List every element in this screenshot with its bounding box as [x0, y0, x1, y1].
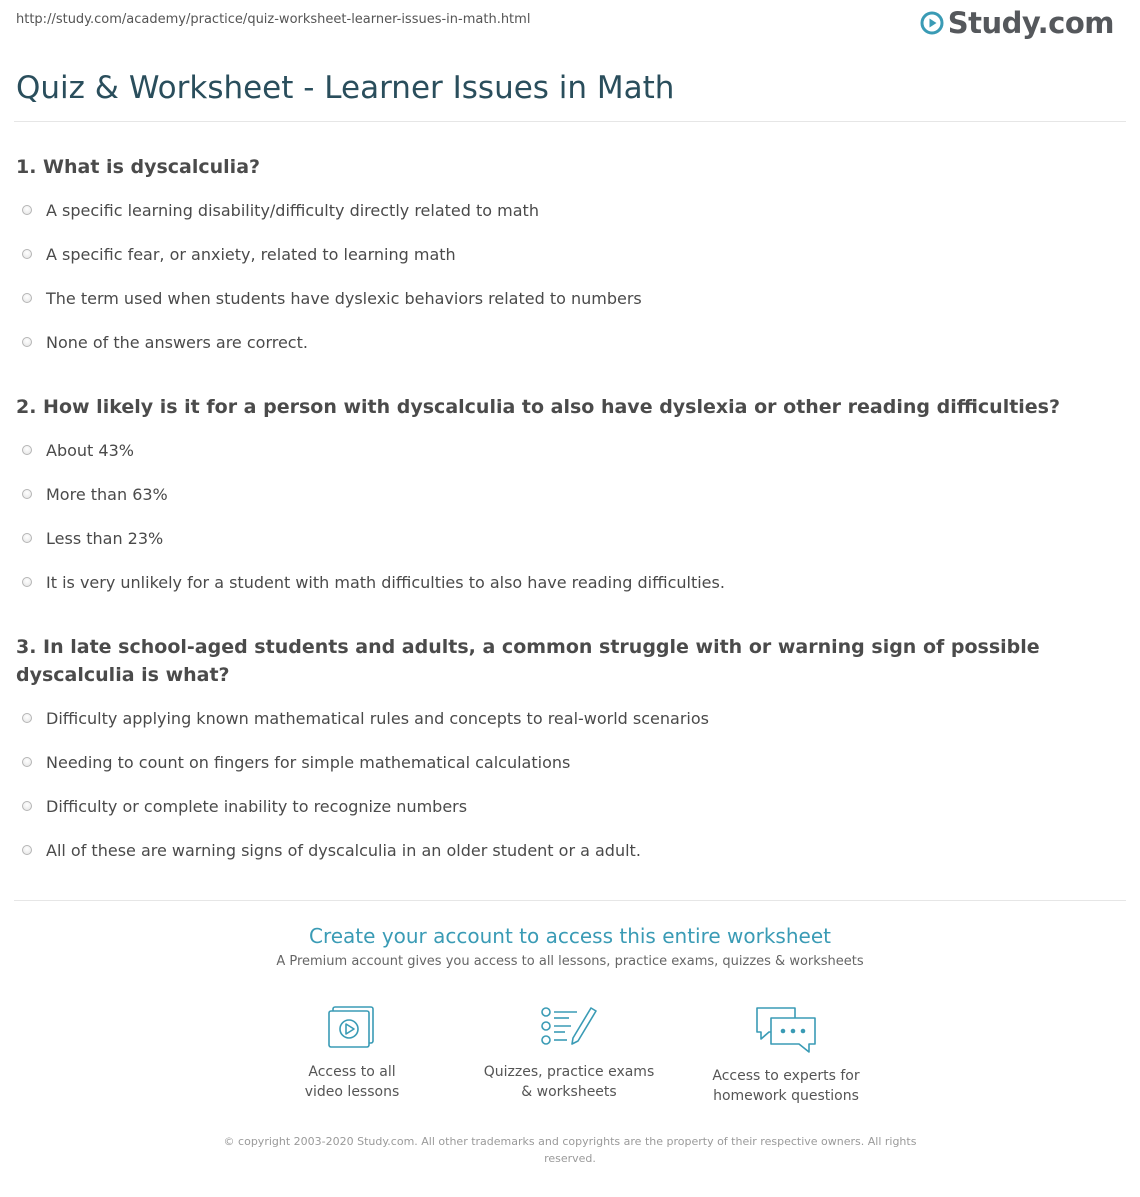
feature-experts: [686, 1004, 886, 1106]
logo-text: Study.com: [947, 6, 1114, 40]
radio-button[interactable]: [22, 249, 32, 259]
answer-text: The term used when students have dyslexic behaviors related to numbers: [46, 288, 642, 308]
answer-option[interactable]: [22, 795, 467, 817]
cta-title[interactable]: Create your account to access this entire worksheet: [309, 924, 831, 948]
radio-button[interactable]: [22, 533, 32, 543]
answer-text: It is very unlikely for a student with math difficulties to also have reading difficulties.: [46, 572, 725, 592]
radio-button[interactable]: [22, 577, 32, 587]
copyright-line: reserved.: [544, 1152, 596, 1165]
answer-text: None of the answers are correct.: [46, 332, 308, 352]
answer-text: Less than 23%: [46, 528, 164, 548]
video-lessons-icon: [325, 1004, 379, 1050]
answer-text: Difficulty applying known mathematical rules and concepts to real-world scenarios: [46, 708, 709, 728]
copyright-line: © copyright 2003-2020 Study.com. All other trademarks and copyrights are the property of their respective owners. All rights: [223, 1135, 917, 1148]
divider: [14, 900, 1126, 901]
copyright-notice: [210, 1133, 930, 1167]
feature-label-line: homework questions: [713, 1088, 859, 1104]
answer-option[interactable]: [22, 199, 539, 221]
quiz-checklist-icon: [539, 1004, 599, 1050]
feature-quizzes: [469, 1004, 669, 1102]
radio-button[interactable]: [22, 445, 32, 455]
question-3: 3. In late school-aged students and adults, a common struggle with or warning sign of possible dyscalculia is what?: [16, 636, 1040, 686]
answer-text: Difficulty or complete inability to recognize numbers: [46, 796, 468, 816]
answer-option[interactable]: [22, 707, 709, 729]
feature-video-lessons: [252, 1004, 452, 1102]
answer-text: All of these are warning signs of dyscalculia in an older student or a adult.: [46, 840, 641, 860]
question-1: 1. What is dyscalculia?: [16, 156, 261, 178]
answer-option[interactable]: [22, 751, 570, 773]
radio-button[interactable]: [22, 713, 32, 723]
answer-option[interactable]: [22, 331, 308, 353]
radio-button[interactable]: [22, 337, 32, 347]
feature-label-line: Quizzes, practice exams: [483, 1064, 655, 1080]
answer-option[interactable]: [22, 287, 642, 309]
play-circle-icon: [920, 11, 944, 35]
radio-button[interactable]: [22, 205, 32, 215]
answer-text: More than 63%: [46, 484, 168, 504]
answer-option[interactable]: [22, 243, 456, 265]
radio-button[interactable]: [22, 845, 32, 855]
answer-text: A specific fear, or anxiety, related to learning math: [46, 244, 456, 264]
page-title: Quiz & Worksheet - Learner Issues in Math: [16, 70, 675, 106]
study-logo[interactable]: [920, 6, 1114, 40]
feature-label-line: Access to all: [308, 1064, 396, 1080]
answer-option[interactable]: [22, 483, 168, 505]
question-2: 2. How likely is it for a person with dyscalculia to also have dyslexia or other reading difficulties?: [16, 396, 1061, 418]
radio-button[interactable]: [22, 293, 32, 303]
answer-text: About 43%: [46, 440, 134, 460]
page-url: http://study.com/academy/practice/quiz-worksheet-learner-issues-in-math.html: [16, 12, 531, 27]
radio-button[interactable]: [22, 757, 32, 767]
answer-text: A specific learning disability/difficulty directly related to math: [46, 200, 539, 220]
feature-label-line: & worksheets: [521, 1084, 617, 1100]
answer-text: Needing to count on fingers for simple mathematical calculations: [46, 752, 571, 772]
radio-button[interactable]: [22, 801, 32, 811]
answer-option[interactable]: [22, 527, 163, 549]
answer-option[interactable]: [22, 839, 641, 861]
cta-subtitle: A Premium account gives you access to all lessons, practice exams, quizzes & worksheets: [276, 954, 864, 969]
radio-button[interactable]: [22, 489, 32, 499]
feature-label-line: video lessons: [304, 1084, 400, 1100]
feature-label-line: Access to experts for: [712, 1068, 860, 1084]
chat-bubbles-icon: [753, 1004, 819, 1054]
answer-option[interactable]: [22, 571, 725, 593]
divider: [14, 121, 1126, 122]
answer-option[interactable]: [22, 439, 134, 461]
